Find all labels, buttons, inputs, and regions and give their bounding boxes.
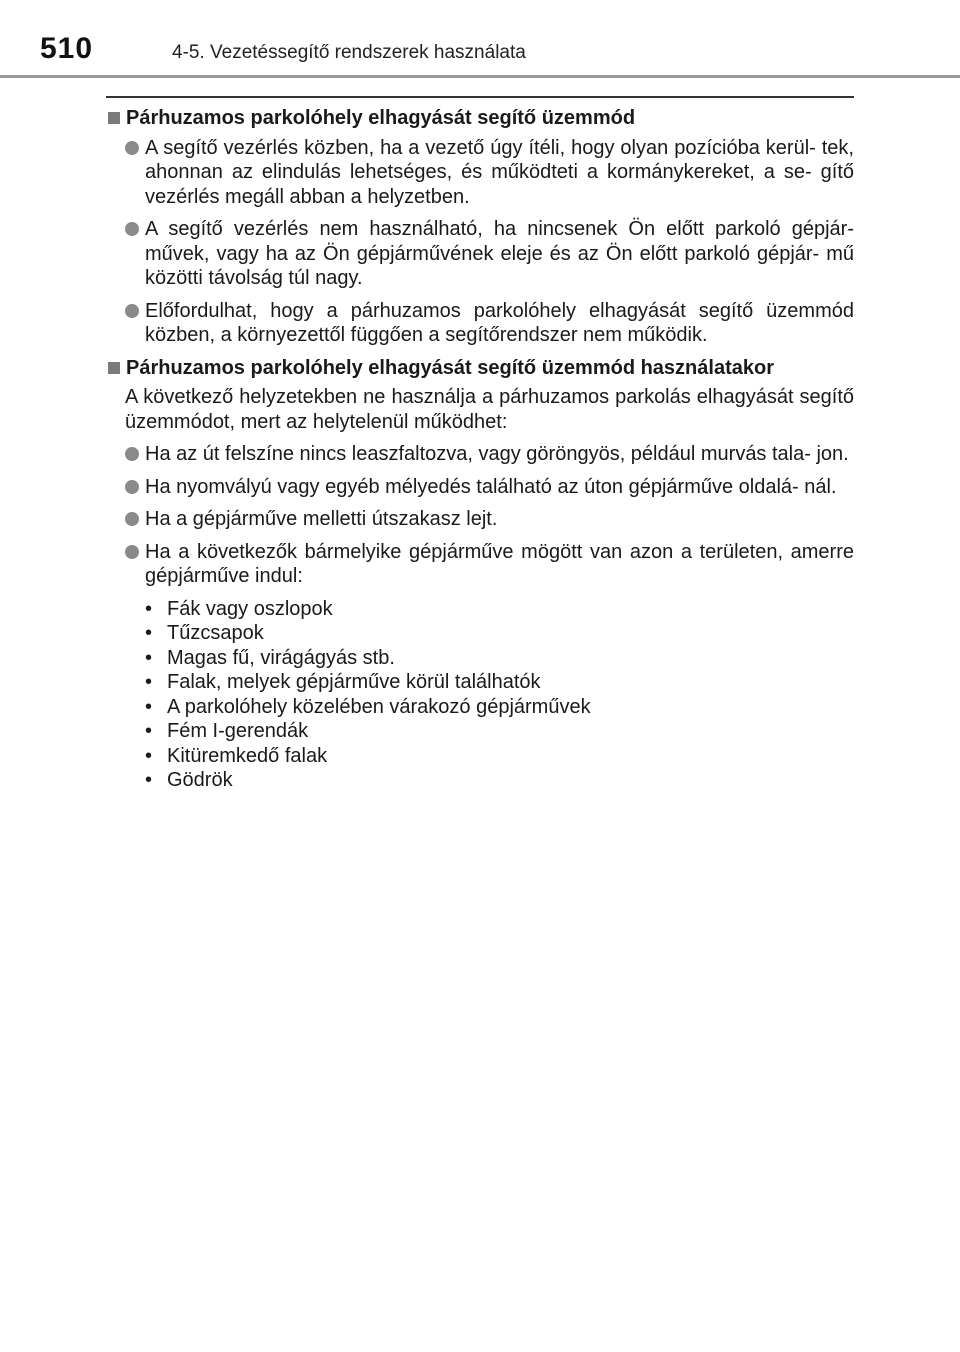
square-bullet-icon: [108, 362, 120, 374]
dot-bullet-icon: •: [145, 622, 153, 644]
page-header: [0, 0, 960, 78]
obstacle-item: [145, 670, 854, 695]
content-divider: [106, 96, 854, 98]
page-number: 510: [40, 32, 94, 65]
obstacle-item-text: Tűzcsapok: [167, 622, 264, 644]
circle-bullet-icon: [125, 141, 139, 155]
obstacle-item: [145, 744, 854, 769]
list-item: [125, 136, 854, 210]
dot-bullet-icon: •: [145, 720, 153, 742]
section-heading: [108, 356, 854, 381]
list-item-text: Ha a következők bármelyike gépjárműve mögött van azon a területen, amerre gépjárműve indul:: [145, 540, 854, 587]
list-item: [125, 442, 854, 467]
obstacle-item-text: Kitüremkedő falak: [167, 744, 328, 767]
circle-bullet-icon: [125, 545, 139, 559]
obstacle-item: [145, 719, 854, 744]
obstacle-item: [145, 597, 854, 622]
list-item-text: Ha nyomvályú vagy egyéb mélyedés található az úton gépjárműve oldalá- nál.: [145, 475, 837, 498]
list-item: [125, 475, 854, 500]
list-item: [125, 217, 854, 291]
dot-bullet-icon: •: [145, 695, 153, 718]
intro-paragraph: A következő helyzetekben ne használja a párhuzamos parkolás elhagyását segítő üzemmódot, mert az helytelenül működhet:: [125, 386, 854, 433]
section-heading-text: Párhuzamos parkolóhely elhagyását segítő üzemmód használatakor: [126, 356, 774, 379]
obstacle-item-text: Fém I-gerendák: [167, 720, 309, 742]
square-bullet-icon: [108, 112, 120, 124]
dot-bullet-icon: •: [145, 671, 153, 693]
list-item-text: A segítő vezérlés nem használható, ha nincsenek Ön előtt parkoló gépjár- művek, vagy ha az Ön gépjárművének eleje és az Ön előtt parkoló gépjár- mű közötti távolság túl nagy.: [145, 218, 854, 289]
obstacle-item: [145, 768, 854, 793]
section-title: 4-5. Vezetéssegítő rendszerek használata: [172, 42, 526, 63]
obstacle-item: [145, 646, 854, 671]
list-item: [125, 540, 854, 589]
obstacle-item-text: Fák vagy oszlopok: [167, 597, 333, 620]
obstacle-item-text: A parkolóhely közelében várakozó gépjárművek: [167, 695, 591, 718]
dot-bullet-icon: •: [145, 597, 153, 620]
list-item: [125, 507, 854, 532]
circle-bullet-icon: [125, 304, 139, 318]
obstacle-list: [145, 597, 854, 793]
header-divider: [0, 75, 960, 78]
dot-bullet-icon: •: [145, 769, 153, 791]
circle-bullet-icon: [125, 512, 139, 526]
obstacle-item-text: Falak, melyek gépjárműve körül találhatók: [167, 671, 541, 693]
section-heading: [108, 106, 854, 131]
dot-bullet-icon: •: [145, 646, 153, 669]
obstacle-item: [145, 621, 854, 646]
obstacle-item-text: Gödrök: [167, 769, 233, 791]
dot-bullet-icon: •: [145, 744, 153, 767]
list-item-text: Előfordulhat, hogy a párhuzamos parkolóhely elhagyását segítő üzemmód közben, a környezettől függően a segítőrendszer nem működik.: [145, 299, 854, 346]
page-content: [108, 106, 854, 793]
circle-bullet-icon: [125, 480, 139, 494]
circle-bullet-icon: [125, 447, 139, 461]
list-item-text: Ha az út felszíne nincs leaszfaltozva, vagy göröngyös, például murvás tala- jon.: [145, 443, 849, 465]
obstacle-item: [145, 695, 854, 720]
circle-bullet-icon: [125, 222, 139, 236]
list-item-text: Ha a gépjárműve melletti útszakasz lejt.: [145, 508, 498, 530]
obstacle-item-text: Magas fű, virágágyás stb.: [167, 646, 395, 669]
list-item-text: A segítő vezérlés közben, ha a vezető úgy ítéli, hogy olyan pozícióba kerül- tek, ahonnan az elindulás lehetséges, és működteti a kormánykereket, a se- gítő vezérlés megáll abban a helyzetben.: [145, 136, 854, 208]
section-heading-text: Párhuzamos parkolóhely elhagyását segítő üzemmód: [126, 107, 636, 129]
list-item: [125, 299, 854, 348]
